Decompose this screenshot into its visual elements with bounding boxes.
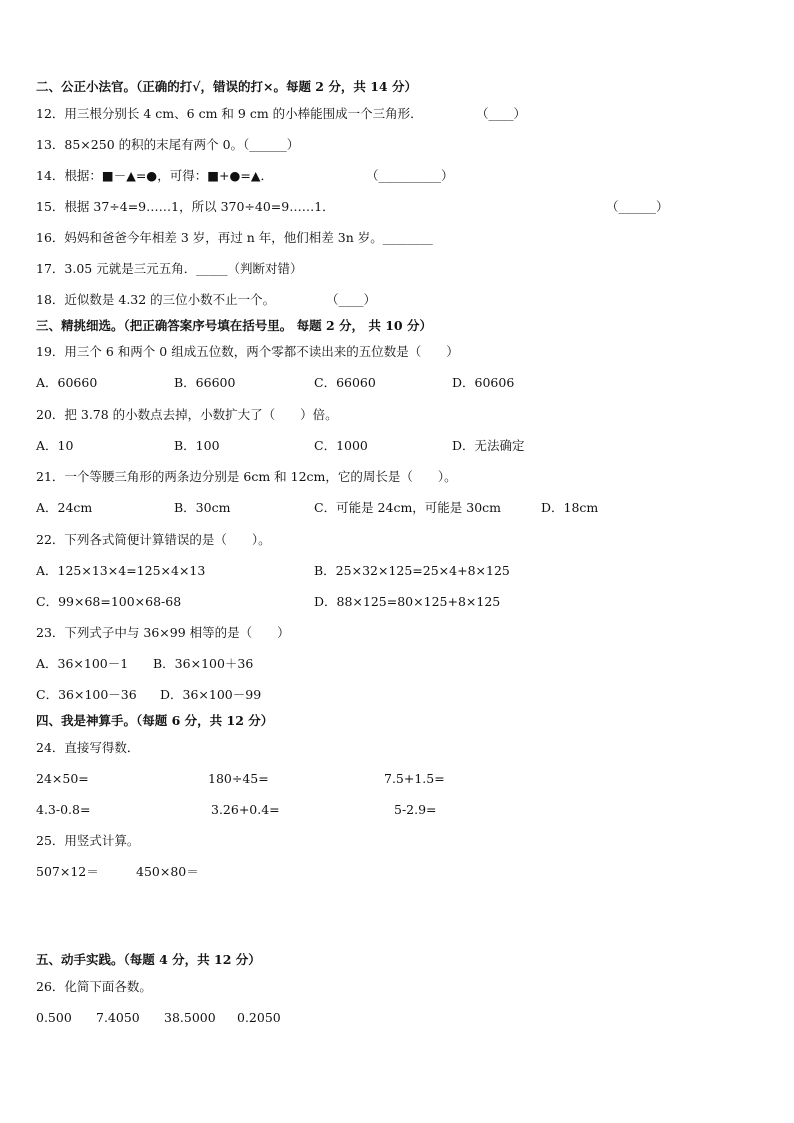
answer-blank-12[interactable]: （____） xyxy=(476,106,527,121)
option-23-c: C．36×100－36 xyxy=(36,687,137,702)
option-21-b: B．30cm xyxy=(174,500,231,515)
option-21-d: D．18cm xyxy=(541,500,599,515)
calc-item: 24×50= xyxy=(36,771,89,786)
question-22: 22．下列各式简便计算错误的是（ ）。 xyxy=(36,532,271,547)
option-19-c: C．66060 xyxy=(314,375,376,390)
answer-blank-14[interactable]: （__________） xyxy=(366,168,454,183)
question-24: 24．直接写得数． xyxy=(36,740,140,755)
question-14: 14．根据：■－▲=●，可得：■+●=▲． xyxy=(36,168,273,183)
vertical-calc-item: 507×12＝ xyxy=(36,864,99,879)
option-20-b: B．100 xyxy=(174,438,220,453)
answer-blank-18[interactable]: （____） xyxy=(326,292,377,307)
answer-blank-15[interactable]: （______） xyxy=(606,199,669,214)
section-4-header: 四、我是神算手。（每题 6 分，共 12 分） xyxy=(36,713,274,728)
option-22-a: A．125×13×4=125×4×13 xyxy=(36,563,206,578)
question-13: 13．85×250 的积的末尾有两个 0。（______） xyxy=(36,137,300,152)
question-19: 19．用三个 6 和两个 0 组成五位数，两个零都不读出来的五位数是（ ） xyxy=(36,344,459,359)
option-23-a: A．36×100－1 xyxy=(36,656,129,671)
question-21: 21．一个等腰三角形的两条边分别是 6cm 和 12cm，它的周长是（ ）。 xyxy=(36,469,457,484)
option-20-c: C．1000 xyxy=(314,438,368,453)
calc-item: 4.3-0.8= xyxy=(36,802,91,817)
section-5-header: 五、动手实践。（每题 4 分，共 12 分） xyxy=(36,952,261,967)
question-17: 17．3.05 元就是三元五角．_____（判断对错） xyxy=(36,261,303,276)
option-21-c: C．可能是 24cm，可能是 30cm xyxy=(314,500,502,515)
question-18: 18．近似数是 4.32 的三位小数不止一个。 xyxy=(36,292,276,307)
calc-item: 7.5+1.5= xyxy=(384,771,445,786)
simplify-item: 0.2050 xyxy=(237,1010,281,1025)
option-23-b: B．36×100＋36 xyxy=(153,656,254,671)
question-26: 26．化简下面各数。 xyxy=(36,979,152,994)
vertical-calc-item: 450×80＝ xyxy=(136,864,199,879)
question-12: 12．用三根分别长 4 cm、6 cm 和 9 cm 的小棒能围成一个三角形． xyxy=(36,106,423,121)
option-22-d: D．88×125=80×125+8×125 xyxy=(314,594,501,609)
section-3-header: 三、精挑细选。（把正确答案序号填在括号里。 每题 2 分， 共 10 分） xyxy=(36,318,432,333)
option-22-b: B．25×32×125=25×4+8×125 xyxy=(314,563,510,578)
simplify-item: 7.4050 xyxy=(96,1010,140,1025)
option-20-d: D．无法确定 xyxy=(452,438,525,453)
simplify-item: 38.5000 xyxy=(164,1010,216,1025)
calc-item: 180÷45= xyxy=(208,771,269,786)
question-15: 15．根据 37÷4=9……1，所以 370÷40=9……1． xyxy=(36,199,335,214)
calc-item: 5-2.9= xyxy=(394,802,437,817)
question-16: 16．妈妈和爸爸今年相差 3 岁，再过 n 年，他们相差 3n 岁。________ xyxy=(36,230,433,245)
option-21-a: A．24cm xyxy=(36,500,93,515)
option-20-a: A．10 xyxy=(36,438,74,453)
simplify-item: 0.500 xyxy=(36,1010,72,1025)
option-19-d: D．60606 xyxy=(452,375,515,390)
section-2-header: 二、公正小法官。（正确的打√，错误的打×。每题 2 分，共 14 分） xyxy=(36,79,417,94)
calc-item: 3.26+0.4= xyxy=(211,802,280,817)
question-25: 25．用竖式计算。 xyxy=(36,833,140,848)
question-20: 20．把 3.78 的小数点去掉，小数扩大了（ ）倍。 xyxy=(36,407,338,422)
option-23-d: D．36×100－99 xyxy=(160,687,262,702)
option-22-c: C．99×68=100×68-68 xyxy=(36,594,182,609)
option-19-b: B．66600 xyxy=(174,375,236,390)
question-23: 23．下列式子中与 36×99 相等的是（ ） xyxy=(36,625,290,640)
option-19-a: A．60660 xyxy=(36,375,98,390)
